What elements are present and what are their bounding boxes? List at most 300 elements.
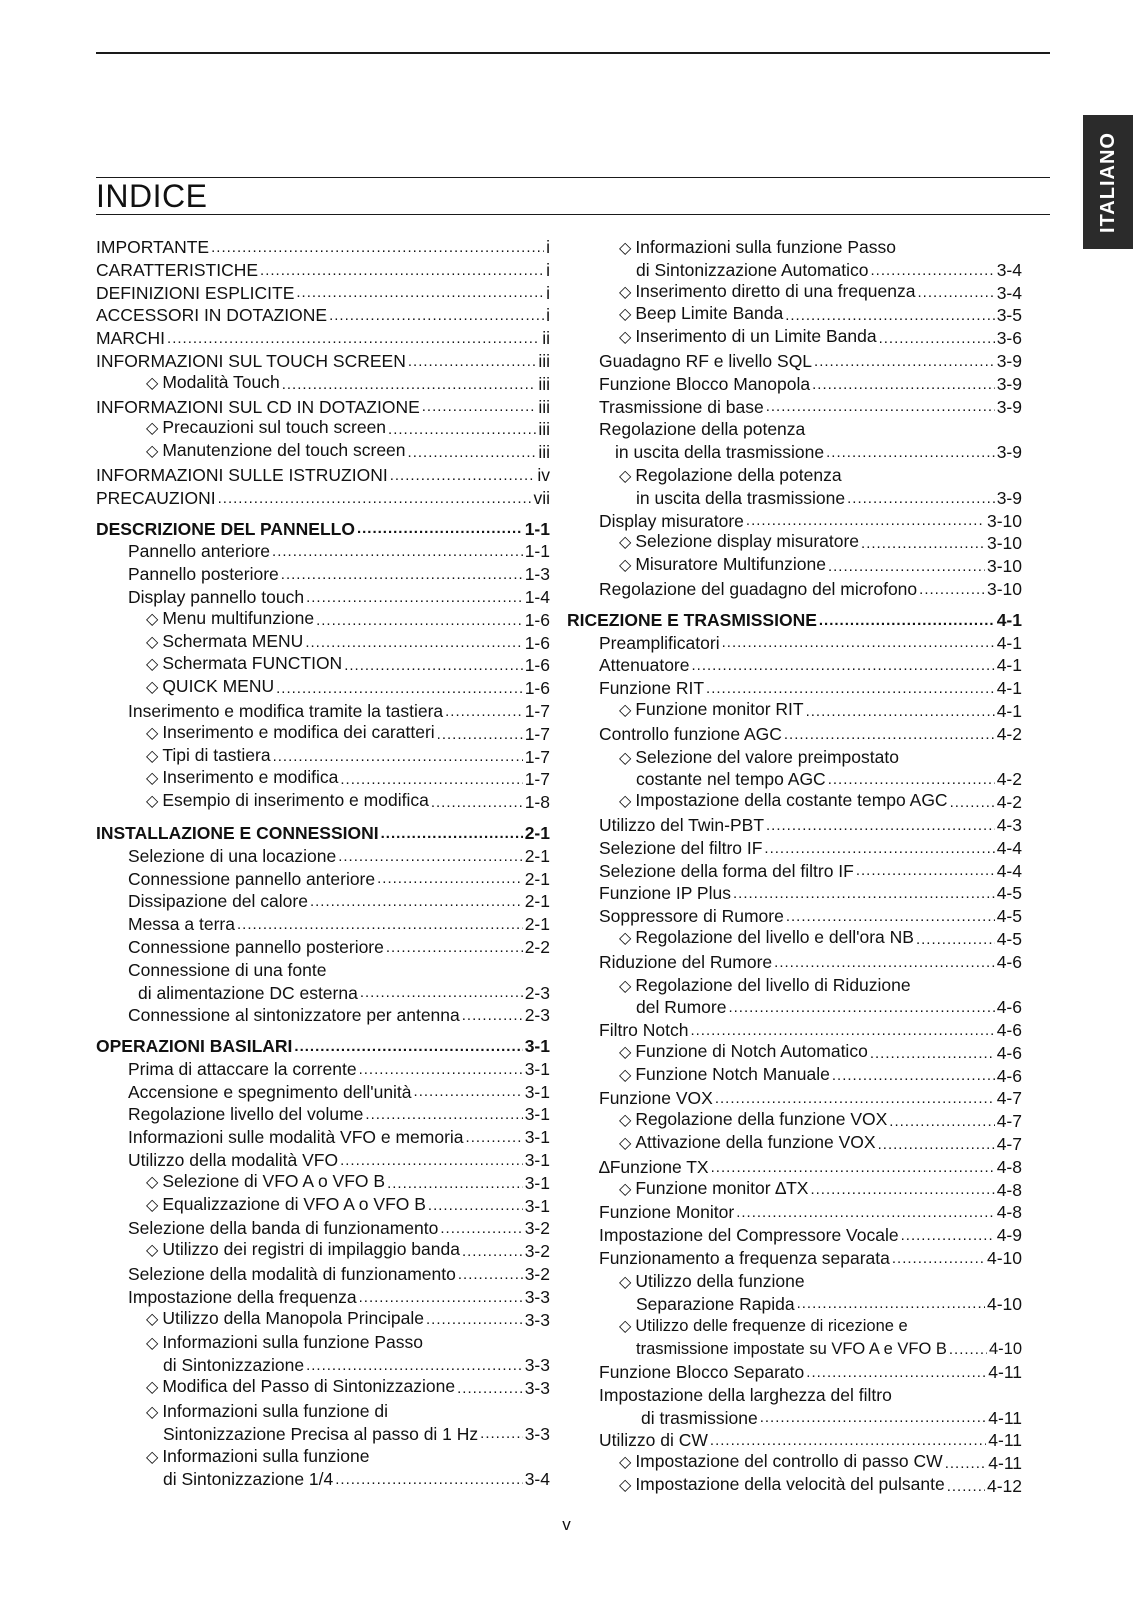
toc-entry[interactable] [96, 746, 550, 769]
toc-entry[interactable] [599, 1293, 1022, 1316]
toc-entry-title: INFORMAZIONI SUL TOUCH SCREEN [96, 350, 406, 371]
toc-entry-title: Funzionamento a frequenza separata [599, 1248, 890, 1269]
toc-page-number: 1-8 [524, 792, 550, 813]
toc-entry-title: Selezione della banda di funzionamento [128, 1218, 439, 1239]
toc-entry[interactable] [96, 609, 550, 632]
toc-entry-title: Filtro Notch [599, 1020, 689, 1041]
toc-entry-title: Impostazione della frequenza [128, 1286, 357, 1307]
toc-section-heading[interactable] [96, 518, 550, 541]
toc-entry[interactable] [96, 236, 550, 259]
toc-leader-dots [690, 1020, 994, 1042]
toc-entry-title: ◇ Precauzioni sul touch screen [146, 416, 386, 441]
toc-page-number: 4-9 [996, 1225, 1022, 1246]
toc-page-number: 3-9 [996, 487, 1022, 508]
toc-page-number: 3-3 [524, 1309, 550, 1330]
toc-entry[interactable] [599, 814, 1022, 837]
toc-entry[interactable] [599, 1475, 1022, 1498]
toc-page-number: 1-6 [524, 678, 550, 699]
toc-entry-title: ◇ Selezione display misuratore [619, 530, 859, 555]
toc-entry[interactable] [96, 1468, 550, 1491]
toc-entry[interactable] [599, 259, 1022, 282]
toc-leader-dots [945, 1453, 987, 1475]
toc-entry-title: di alimentazione DC esterna [138, 982, 358, 1003]
toc-entry-title: INSTALLAZIONE E CONNESSIONI [96, 822, 379, 843]
toc-page-number: 1-7 [524, 723, 550, 744]
toc-entry[interactable] [599, 1452, 1022, 1475]
toc-entry[interactable] [599, 905, 1022, 928]
toc-section-heading[interactable] [567, 609, 1022, 632]
toc-page-number: 3-10 [986, 556, 1022, 577]
toc-leader-dots [826, 442, 995, 464]
toc-leader-dots [310, 891, 523, 913]
toc-leader-dots [916, 929, 995, 951]
toc-entry[interactable] [96, 868, 550, 891]
toc-entry-title: ◇ Inserimento di un Limite Banda [619, 325, 877, 350]
toc-leader-dots [917, 282, 994, 304]
toc-entry[interactable] [599, 1407, 1022, 1430]
toc-entry[interactable] [96, 768, 550, 791]
toc-entry[interactable] [96, 487, 550, 510]
toc-leader-dots [338, 846, 522, 868]
toc-entry-title: PRECAUZIONI [96, 487, 216, 508]
toc-entry[interactable] [599, 282, 1022, 305]
toc-entry[interactable] [96, 632, 550, 655]
toc-entry-title: ◇ Informazioni sulla funzione [146, 1446, 370, 1466]
toc-entry[interactable] [599, 1338, 1022, 1361]
toc-entry[interactable] [599, 555, 1022, 578]
toc-page-number: 3-2 [524, 1218, 550, 1239]
toc-page-number: 4-5 [996, 906, 1022, 927]
toc-leader-dots [766, 396, 995, 418]
toc-page-number: 2-1 [524, 822, 550, 843]
toc-leader-dots [388, 419, 536, 441]
toc-entry[interactable] [96, 1081, 550, 1104]
toc-leader-dots [306, 1355, 523, 1377]
toc-page-number: 1-3 [524, 564, 550, 585]
toc-entry[interactable] [599, 1201, 1022, 1224]
toc-entry[interactable] [599, 441, 1022, 464]
toc-page-number: 4-11 [988, 1453, 1022, 1474]
toc-leader-dots [428, 1195, 523, 1217]
toc-page-number: 4-1 [996, 632, 1022, 653]
toc-entry-line[interactable] [96, 1400, 550, 1423]
toc-entry-title: Selezione della forma del filtro IF [599, 860, 854, 881]
toc-leader-dots [408, 351, 536, 373]
toc-entry[interactable] [96, 464, 550, 487]
toc-entry[interactable] [599, 487, 1022, 510]
toc-entry[interactable] [599, 882, 1022, 905]
toc-entry-title: ◇ Inserimento diretto di una frequenza [619, 280, 915, 305]
toc-entry[interactable] [96, 845, 550, 868]
toc-leader-dots [856, 860, 995, 882]
toc-entry-title: ∆Funzione TX [599, 1156, 709, 1177]
toc-leader-dots [949, 1339, 987, 1361]
toc-leader-dots [386, 937, 523, 959]
toc-page-number: 1-1 [524, 541, 550, 562]
toc-leader-dots [861, 533, 985, 555]
toc-entry[interactable] [96, 1309, 550, 1332]
toc-entry-title: ◇ Tipi di tastiera [146, 744, 271, 769]
toc-entry[interactable] [599, 373, 1022, 396]
toc-entry[interactable] [96, 418, 550, 441]
toc-leader-dots [728, 997, 994, 1019]
toc-entry-title: Selezione di una locazione [128, 845, 337, 866]
toc-entry[interactable] [96, 540, 550, 563]
toc-entry[interactable] [599, 327, 1022, 350]
toc-entry[interactable] [96, 890, 550, 913]
toc-entry[interactable] [599, 1042, 1022, 1065]
toc-page-number: 4-11 [988, 1407, 1022, 1428]
toc-entry[interactable] [599, 791, 1022, 814]
toc-entry-title: ◇ Funzione monitor RIT [619, 698, 804, 723]
toc-page-number: 3-1 [524, 1104, 550, 1125]
toc-entry[interactable] [599, 1156, 1022, 1179]
toc-leader-dots [832, 1065, 995, 1087]
toc-entry-title: Connessione pannello posteriore [128, 936, 384, 957]
toc-leader-dots [947, 1476, 985, 1498]
toc-page-number: 3-3 [524, 1423, 550, 1444]
toc-entry-title: MARCHI [96, 328, 166, 349]
toc-entry[interactable] [599, 632, 1022, 655]
toc-leader-dots [281, 564, 523, 586]
toc-entry[interactable] [96, 1286, 550, 1309]
toc-entry-title: Preamplificatori [599, 632, 720, 653]
toc-entry[interactable] [96, 563, 550, 586]
toc-page-number: 1-1 [524, 518, 550, 539]
toc-page-number: 1-4 [524, 586, 550, 607]
toc-entry[interactable] [96, 350, 550, 373]
toc-leader-dots [878, 1134, 995, 1156]
toc-page-number: 3-1 [524, 1127, 550, 1148]
toc-entry[interactable] [96, 1377, 550, 1400]
toc-page-number: 3-4 [524, 1469, 550, 1490]
toc-entry-title: INFORMAZIONI SUL CD IN DOTAZIONE [96, 396, 420, 417]
toc-leader-dots [879, 328, 995, 350]
toc-entry-title: ◇ Schermata MENU [146, 630, 303, 655]
toc-entry-title: Sintonizzazione Precisa al passo di 1 Hz [163, 1423, 479, 1444]
toc-leader-dots [786, 906, 995, 928]
toc-leader-dots [806, 1362, 986, 1384]
toc-leader-dots [806, 701, 995, 723]
toc-entry[interactable] [96, 441, 550, 464]
toc-entry-line[interactable] [599, 1315, 1022, 1338]
toc-entry[interactable] [96, 1195, 550, 1218]
toc-page-number: 4-2 [996, 769, 1022, 790]
toc-leader-dots [901, 1225, 995, 1247]
toc-page-number: 1-7 [524, 769, 550, 790]
toc-page-number: iii [538, 396, 550, 417]
toc-entry-line[interactable] [96, 959, 550, 982]
toc-entry[interactable] [599, 578, 1022, 601]
toc-leader-dots [462, 1241, 523, 1263]
toc-leader-dots [871, 260, 995, 282]
toc-leader-dots [437, 724, 523, 746]
toc-entry[interactable] [599, 396, 1022, 419]
toc-page-number: 4-6 [996, 1042, 1022, 1063]
toc-leader-dots [458, 1264, 523, 1286]
toc-entry-title: ◇ Impostazione della velocità del pulsante [619, 1473, 945, 1498]
toc-entry-title: ◇ Esempio di inserimento e modifica [146, 789, 429, 814]
toc-entry[interactable] [96, 1149, 550, 1172]
toc-page-number: 4-6 [996, 1065, 1022, 1086]
toc-entry[interactable] [96, 373, 550, 396]
toc-entry-title: Connessione al sintonizzatore per antenna [128, 1005, 460, 1026]
toc-leader-dots [766, 815, 995, 837]
toc-entry[interactable] [96, 282, 550, 305]
toc-leader-dots [414, 1081, 523, 1103]
toc-entry-title: Connessione di una fonte [128, 959, 327, 980]
toc-entry[interactable] [96, 1263, 550, 1286]
toc-entry-title: ◇ Modifica del Passo di Sintonizzazione [146, 1375, 455, 1400]
toc-entry[interactable] [96, 1354, 550, 1377]
toc-leader-dots [722, 632, 995, 654]
toc-entry[interactable] [96, 677, 550, 700]
toc-page-number: 3-10 [986, 510, 1022, 531]
toc-leader-dots [306, 587, 523, 609]
toc-entry-title: ◇ Beep Limite Banda [619, 302, 783, 327]
toc-page-number: iii [538, 419, 550, 440]
toc-entry-title: ◇ Regolazione della potenza [619, 465, 842, 485]
toc-leader-dots [276, 678, 523, 700]
toc-entry-title: ◇ Selezione di VFO A o VFO B [146, 1170, 385, 1195]
toc-entry[interactable] [96, 913, 550, 936]
toc-entry-line[interactable] [599, 1270, 1022, 1293]
toc-leader-dots [273, 746, 523, 768]
toc-entry[interactable] [96, 1240, 550, 1263]
toc-page-number: 4-4 [996, 837, 1022, 858]
toc-page-number: 3-4 [996, 282, 1022, 303]
toc-entry[interactable] [96, 1103, 550, 1126]
toc-entry[interactable] [96, 586, 550, 609]
toc-entry-line[interactable] [599, 464, 1022, 487]
toc-leader-dots [774, 952, 995, 974]
toc-entry[interactable] [96, 1217, 550, 1240]
toc-entry-title: ◇ Manutenzione del touch screen [146, 439, 406, 464]
toc-leader-dots [340, 769, 522, 791]
language-tab-label: ITALIANO [1096, 131, 1119, 233]
toc-entry-title: Display pannello touch [128, 586, 305, 607]
toc-leader-dots [431, 792, 523, 814]
toc-entry-title: in uscita della trasmissione [636, 487, 846, 508]
toc-entry-line[interactable] [96, 1445, 550, 1468]
toc-page-number: 4-8 [996, 1179, 1022, 1200]
toc-leader-dots [422, 396, 537, 418]
toc-entry[interactable] [96, 1172, 550, 1195]
toc-entry[interactable] [599, 1133, 1022, 1156]
toc-entry-line[interactable] [599, 974, 1022, 997]
toc-leader-dots [211, 237, 544, 259]
toc-page-number: 3-2 [524, 1241, 550, 1262]
toc-entry-title: Prima di attaccare la corrente [128, 1058, 357, 1079]
toc-page-number: 3-1 [524, 1172, 550, 1193]
toc-page-number: 4-5 [996, 883, 1022, 904]
toc-page-number: 3-10 [986, 533, 1022, 554]
title-rule-top [96, 177, 1050, 178]
toc-entry-title: DESCRIZIONE DEL PANNELLO [96, 518, 355, 539]
toc-entry-title: Display misuratore [599, 510, 744, 531]
toc-entry-line[interactable] [599, 418, 1022, 441]
toc-entry[interactable] [599, 510, 1022, 533]
toc-entry-title: di Sintonizzazione 1/4 [163, 1469, 334, 1490]
toc-leader-dots [167, 328, 540, 350]
toc-entry-title: ◇ Utilizzo della Manopola Principale [146, 1307, 424, 1332]
toc-entry[interactable] [599, 350, 1022, 373]
toc-entry-line[interactable] [599, 1384, 1022, 1407]
toc-entry-title: ◇ Attivazione della funzione VOX [619, 1131, 876, 1156]
toc-page-number: 4-2 [996, 792, 1022, 813]
toc-entry[interactable] [599, 700, 1022, 723]
toc-entry-title: OPERAZIONI BASILARI [96, 1036, 293, 1057]
toc-entry-title: Accensione e spegnimento dell'unità [128, 1081, 412, 1102]
toc-entry[interactable] [96, 1004, 550, 1027]
toc-page-number: 4-3 [996, 814, 1022, 835]
toc-entry-title: Regolazione della potenza [599, 419, 806, 440]
toc-leader-dots [305, 632, 522, 654]
toc-page-number: 4-10 [986, 1248, 1022, 1269]
toc-page-number: iv [537, 464, 550, 485]
toc-entry-title: ◇ Impostazione del controllo di passo CW [619, 1450, 943, 1475]
toc-page-number: 3-1 [524, 1036, 550, 1057]
toc-entry[interactable] [599, 768, 1022, 791]
toc-page-number: 3-4 [996, 259, 1022, 280]
toc-page-number: 2-3 [524, 982, 550, 1003]
toc-entry[interactable] [599, 1179, 1022, 1202]
toc-entry[interactable] [599, 1110, 1022, 1133]
toc-page-number: 3-9 [996, 442, 1022, 463]
toc-entry[interactable] [599, 1224, 1022, 1247]
toc-column-right [567, 236, 1022, 1498]
toc-entry-title: Funzione IP Plus [599, 883, 731, 904]
toc-page-number: 3-3 [524, 1355, 550, 1376]
toc-entry[interactable] [96, 654, 550, 677]
toc-entry[interactable] [599, 996, 1022, 1019]
toc-page-number: 4-7 [996, 1111, 1022, 1132]
toc-entry-line[interactable] [599, 746, 1022, 769]
toc-leader-dots [282, 374, 537, 396]
toc-leader-dots [715, 1088, 995, 1110]
toc-entry[interactable] [599, 1429, 1022, 1452]
toc-leader-dots [746, 510, 985, 532]
toc-entry[interactable] [599, 1065, 1022, 1088]
toc-entry[interactable] [96, 327, 550, 350]
toc-entry[interactable] [599, 654, 1022, 677]
toc-entry-title: DEFINIZIONI ESPLICITE [96, 282, 295, 303]
toc-page-number: 4-1 [996, 700, 1022, 721]
toc-entry-title: ◇ Regolazione della funzione VOX [619, 1108, 887, 1133]
toc-leader-dots [736, 1202, 994, 1224]
toc-entry-title: Controllo funzione AGC [599, 723, 782, 744]
toc-page-number: 3-1 [524, 1195, 550, 1216]
toc-page-number: 3-10 [986, 578, 1022, 599]
toc-page-number: 4-10 [986, 1293, 1022, 1314]
toc-entry-title: di trasmissione [641, 1407, 758, 1428]
toc-section-heading[interactable] [96, 822, 550, 845]
toc-page-number: iii [538, 442, 550, 463]
toc-entry[interactable] [96, 1423, 550, 1446]
toc-section-heading[interactable] [96, 1035, 550, 1058]
toc-leader-dots [812, 374, 995, 396]
toc-page-number: 1-6 [524, 655, 550, 676]
toc-entry-title: Selezione della modalità di funzionamento [128, 1264, 456, 1285]
toc-page-number: 4-2 [996, 723, 1022, 744]
toc-page-number: 3-2 [524, 1264, 550, 1285]
toc-entry-title: ◇ Schermata FUNCTION [146, 652, 342, 677]
toc-entry[interactable] [96, 304, 550, 327]
toc-entry[interactable] [96, 791, 550, 814]
toc-leader-dots [344, 655, 523, 677]
toc-entry[interactable] [96, 396, 550, 419]
toc-leader-dots [357, 518, 523, 540]
toc-page-number: 3-9 [996, 350, 1022, 371]
toc-entry-title: Inserimento e modifica tramite la tastiera [128, 700, 444, 721]
toc-entry[interactable] [599, 860, 1022, 883]
toc-entry-title: Funzione Monitor [599, 1202, 735, 1223]
toc-entry[interactable] [599, 928, 1022, 951]
toc-entry[interactable] [96, 936, 550, 959]
toc-page-number: 4-10 [988, 1340, 1022, 1359]
toc-leader-dots [360, 982, 523, 1004]
toc-entry[interactable] [96, 982, 550, 1005]
toc-page-number: 3-1 [524, 1150, 550, 1171]
toc-entry[interactable] [599, 677, 1022, 700]
toc-entry-title: ◇ Inserimento e modifica dei caratteri [146, 721, 435, 746]
toc-entry-title: Funzione Blocco Separato [599, 1362, 805, 1383]
toc-leader-dots [889, 1111, 994, 1133]
toc-entry-title: Soppressore di Rumore [599, 906, 784, 927]
toc-page-number: i [546, 282, 550, 303]
toc-entry[interactable] [96, 1126, 550, 1149]
toc-entry[interactable] [599, 1019, 1022, 1042]
toc-leader-dots [316, 610, 523, 632]
toc-entry-title: ◇ Funzione Notch Manuale [619, 1063, 830, 1088]
toc-entry-title: del Rumore [636, 997, 727, 1018]
toc-entry-title: ◇ Equalizzazione di VFO A o VFO B [146, 1193, 426, 1218]
toc-entry[interactable] [599, 723, 1022, 746]
toc-leader-dots [237, 914, 523, 936]
toc-page-number: iii [538, 350, 550, 371]
toc-entry-line[interactable] [599, 236, 1022, 259]
toc-page-number: 4-11 [988, 1430, 1022, 1451]
toc-leader-dots [272, 541, 523, 563]
toc-entry-title: di Sintonizzazione [163, 1355, 305, 1376]
toc-leader-dots [359, 1059, 523, 1081]
toc-entry[interactable] [599, 951, 1022, 974]
toc-entry-line[interactable] [96, 1331, 550, 1354]
toc-entry-title: ◇ Utilizzo delle frequenze di ricezione e [619, 1317, 908, 1335]
toc-entry[interactable] [599, 304, 1022, 327]
toc-entry-title: Impostazione del Compressore Vocale [599, 1225, 899, 1246]
toc-leader-dots [691, 655, 994, 677]
toc-page-number: 4-12 [986, 1476, 1022, 1497]
toc-entry[interactable] [599, 1087, 1022, 1110]
toc-leader-dots [365, 1104, 522, 1126]
toc-entry-title: Regolazione livello del volume [128, 1104, 364, 1125]
toc-entry[interactable] [96, 700, 550, 723]
toc-entry[interactable] [96, 259, 550, 282]
toc-leader-dots [466, 1127, 523, 1149]
toc-page-number: 1-7 [524, 700, 550, 721]
toc-leader-dots [828, 556, 985, 578]
toc-entry[interactable] [599, 1247, 1022, 1270]
toc-page-number: 4-6 [996, 997, 1022, 1018]
toc-entry[interactable] [599, 532, 1022, 555]
toc-entry-title: trasmissione impostate su VFO A e VFO B [636, 1340, 947, 1359]
toc-entry[interactable] [599, 1361, 1022, 1384]
toc-entry[interactable] [599, 837, 1022, 860]
toc-entry[interactable] [96, 723, 550, 746]
toc-entry[interactable] [96, 1058, 550, 1081]
toc-entry-title: Dissipazione del calore [128, 891, 308, 912]
